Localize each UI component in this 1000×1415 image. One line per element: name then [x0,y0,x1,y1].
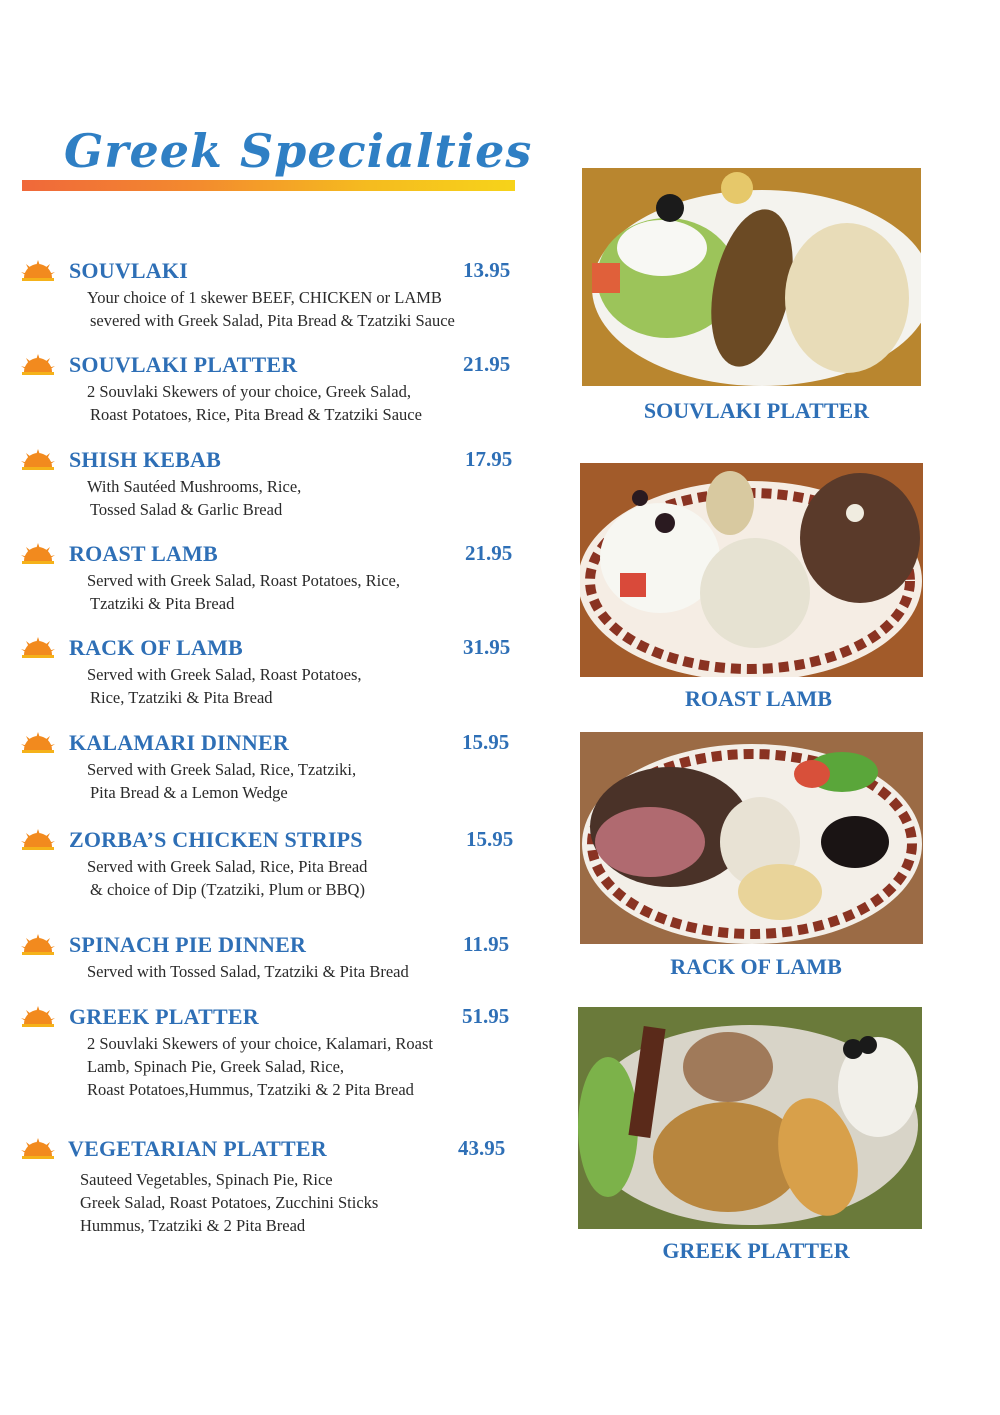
item-description [80,1168,378,1237]
sun-icon [20,352,56,376]
sun-icon [20,1004,56,1028]
description-line: Tossed Salad & Garlic Bread [90,500,283,519]
item-price: 17.95 [465,447,513,471]
item-description [87,286,455,332]
sun-icon [20,1136,56,1160]
item-description [87,960,409,983]
sun-icon [20,827,56,851]
photo-caption: RACK OF LAMB [670,954,842,979]
description-line: & choice of Dip (Tzatziki, Plum or BBQ) [90,880,365,899]
description-line: Roast Potatoes, Rice, Pita Bread & Tzatziki Sauce [90,405,422,424]
item-description [87,855,367,901]
item-name: SHISH KEBAB [69,447,221,472]
description-line: Served with Greek Salad, Roast Potatoes, [87,665,362,684]
page-title: Greek Specialties [64,124,533,178]
description-line: Roast Potatoes,Hummus, Tzatziki & 2 Pita Bread [87,1080,414,1099]
description-line: Pita Bread & a Lemon Wedge [90,783,288,802]
sun-icon [20,258,56,282]
item-name: ZORBA’S CHICKEN STRIPS [69,827,363,852]
item-name: ROAST LAMB [69,541,218,566]
description-line: severed with Greek Salad, Pita Bread & Tzatziki Sauce [90,311,455,330]
description-line: 2 Souvlaki Skewers of your choice, Greek Salad, [87,382,411,401]
item-description [87,380,422,426]
item-name: KALAMARI DINNER [69,730,289,755]
item-name: GREEK PLATTER [69,1004,259,1029]
item-description [87,663,362,709]
description-line: Greek Salad, Roast Potatoes, Zucchini Sticks [80,1193,379,1212]
item-price: 11.95 [463,932,510,956]
item-price: 15.95 [462,730,510,754]
sun-icon [20,932,56,956]
souvlaki-platter-photo [582,168,921,386]
description-line: Served with Greek Salad, Roast Potatoes, Rice, [87,571,400,590]
item-name: SOUVLAKI [69,258,188,283]
item-name: SOUVLAKI PLATTER [69,352,298,377]
rack-of-lamb-photo [580,732,923,944]
description-line: Hummus, Tzatziki & 2 Pita Bread [80,1216,306,1235]
sun-icon [20,447,56,471]
item-description [87,475,301,521]
description-line: Tzatziki & Pita Bread [90,594,235,613]
item-name: SPINACH PIE DINNER [69,932,307,957]
sun-icon [20,730,56,754]
item-price: 21.95 [463,352,511,376]
description-line: Served with Greek Salad, Rice, Tzatziki, [87,760,357,779]
photo-caption: SOUVLAKI PLATTER [643,398,870,423]
description-line: Sauteed Vegetables, Spinach Pie, Rice [80,1170,333,1189]
photo-caption: ROAST LAMB [685,686,832,711]
description-line: Served with Greek Salad, Rice, Pita Bread [87,857,368,876]
description-line: Lamb, Spinach Pie, Greek Salad, Rice, [87,1057,345,1076]
item-price: 13.95 [463,258,511,282]
description-line: 2 Souvlaki Skewers of your choice, Kalamari, Roast [87,1034,433,1053]
sun-icon [20,635,56,659]
roast-lamb-photo [580,463,923,677]
description-line: Served with Tossed Salad, Tzatziki & Pita Bread [87,962,409,981]
description-line: Your choice of 1 skewer BEEF, CHICKEN or LAMB [87,288,442,307]
sun-icon [20,541,56,565]
item-description [87,758,356,804]
item-description [87,569,400,615]
item-name: RACK OF LAMB [69,635,243,660]
description-line: Rice, Tzatziki & Pita Bread [90,688,273,707]
item-price: 43.95 [458,1136,506,1160]
item-price: 51.95 [462,1004,510,1028]
item-price: 15.95 [466,827,514,851]
title-underline [22,180,515,191]
item-price: 21.95 [465,541,513,565]
greek-platter-photo [578,1007,922,1229]
item-price: 31.95 [463,635,511,659]
item-description [87,1032,433,1101]
item-name: VEGETARIAN PLATTER [68,1136,327,1161]
description-line: With Sautéed Mushrooms, Rice, [87,477,302,496]
photo-caption: GREEK PLATTER [662,1238,850,1263]
